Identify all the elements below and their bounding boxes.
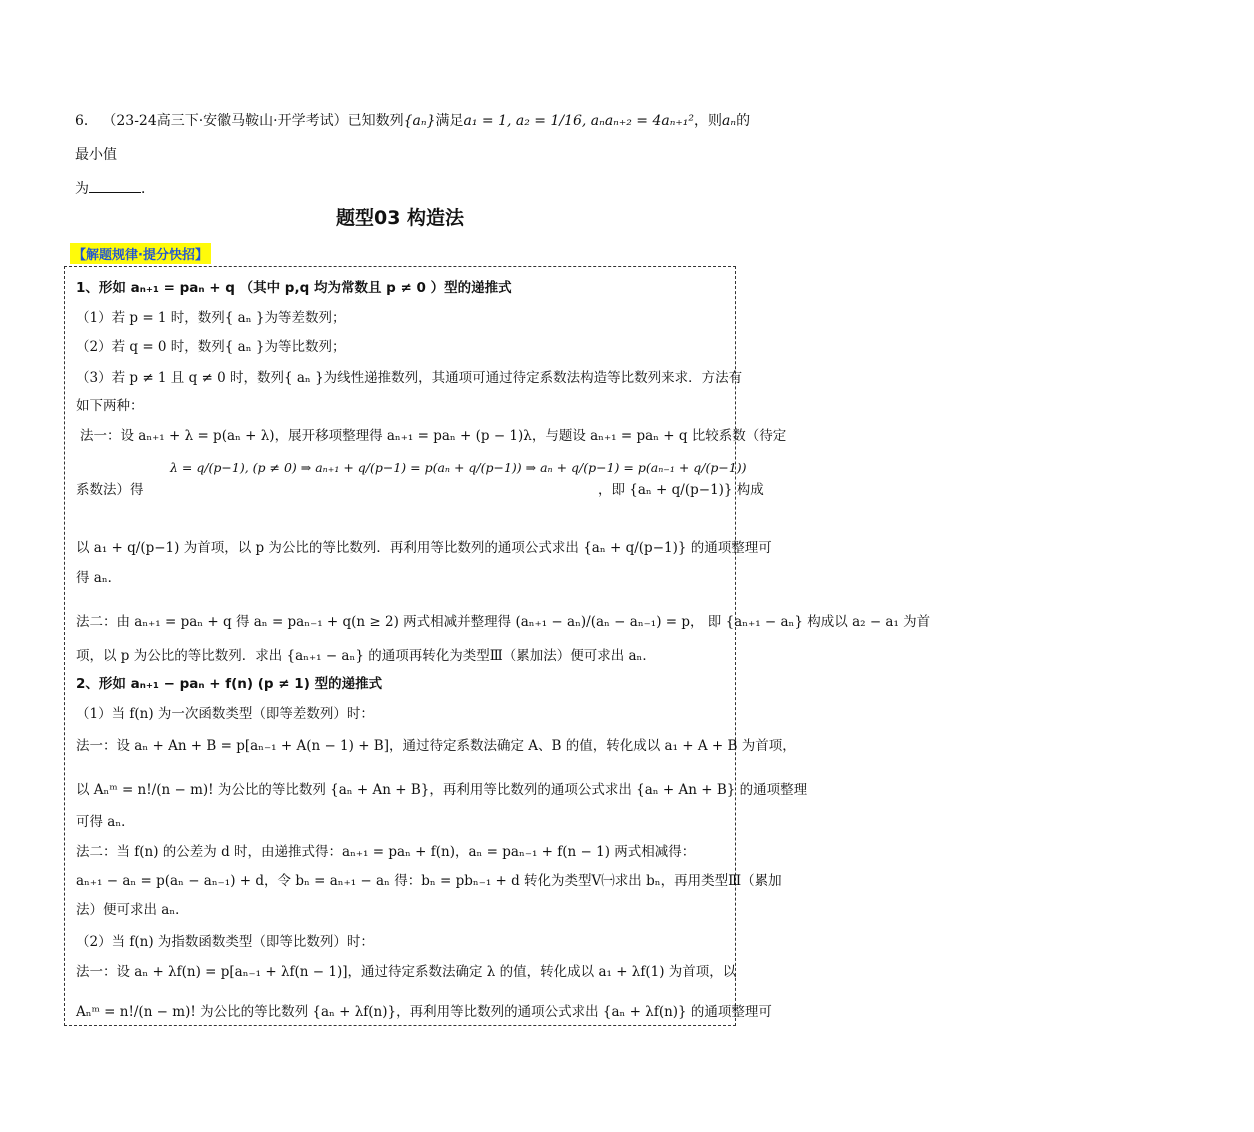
sequence: {aₙ} <box>403 113 436 129</box>
heading-1: 1、形如 aₙ₊₁ = paₙ + q （其中 p,q 均为常数且 p ≠ 0 ）型的递推式 <box>76 280 512 296</box>
text-line: 法）便可求出 aₙ． <box>76 902 189 918</box>
text-line: （1）若 p = 1 时，数列{ aₙ }为等差数列； <box>76 310 346 326</box>
problem-text: 满足 <box>435 113 464 129</box>
problem-text: ，则 <box>694 113 723 129</box>
condition-formula: a₁ = 1, a₂ = 1/16, aₙaₙ₊₂ = 4aₙ₊₁² <box>463 113 695 129</box>
text-line: 法一：设 aₙ + An + B = p[aₙ₋₁ + A(n − 1) + B]，通过待定系数法确定 A、B 的值，转化成以 a₁ + A + B 为首项， <box>76 738 796 754</box>
answer-blank[interactable] <box>89 178 141 193</box>
text-line: （2）若 q = 0 时，数列{ aₙ }为等比数列； <box>76 339 346 355</box>
section-title: 题型03 构造法 <box>335 207 465 229</box>
problem-text: ． <box>141 181 155 197</box>
text-line: ，即 {aₙ + q/(p−1)} 构成 <box>598 482 764 498</box>
text-line: Aₙᵐ = n!/(n − m)! 为公比的等比数列 {aₙ + λf(n)}，再利用等比数列的通项公式求出 {aₙ + λf(n)} 的通项整理可 <box>76 1004 772 1020</box>
text-line: 以 Aₙᵐ = n!/(n − m)! 为公比的等比数列 {aₙ + An + B}，再利用等比数列的通项公式求出 {aₙ + An + B} 的通项整理 <box>76 782 808 798</box>
text-line: 项，以 p 为公比的等比数列．求出 {aₙ₊₁ − aₙ} 的通项再转化为类型Ⅲ（累加法）便可求出 aₙ． <box>76 648 656 664</box>
text-line: 系数法）得 <box>76 482 144 498</box>
text-line: 得 aₙ． <box>76 570 122 586</box>
formula-line: λ = q/(p−1), (p ≠ 0) ⇒ aₙ₊₁ + q/(p−1) = p(aₙ + q/(p−1)) ⇒ aₙ + q/(p−1) = p(aₙ₋₁ + q/(p−1)) <box>170 460 747 475</box>
text-line: 可得 aₙ． <box>76 814 135 830</box>
text-line: 法一：设 aₙ₊₁ + λ = p(aₙ + λ)，展开移项整理得 aₙ₊₁ = paₙ + (p − 1)λ，与题设 aₙ₊₁ = paₙ + q 比较系数（待定 <box>80 428 787 444</box>
text-line: （3）若 p ≠ 1 且 q ≠ 0 时，数列{ aₙ }为线性递推数列，其通项可通过待定系数法构造等比数列来求．方法有 <box>76 370 743 386</box>
text-line: 法一：设 aₙ + λf(n) = p[aₙ₋₁ + λf(n − 1)]，通过待定系数法确定 λ 的值，转化成以 a₁ + λf(1) 为首项，以 <box>76 964 737 980</box>
an-symbol: aₙ <box>722 113 737 129</box>
text-line: 法二：由 aₙ₊₁ = paₙ + q 得 aₙ = paₙ₋₁ + q(n ≥ 2) 两式相减并整理得 (aₙ₊₁ − aₙ)/(aₙ − aₙ₋₁) = p， 即 {aₙ₊₁ − aₙ} 构成以 a₂ − a₁ 为首 <box>76 614 931 630</box>
problem-number: 6． <box>75 113 98 129</box>
problem-text: 为 <box>75 181 89 197</box>
text-line: 法二：当 f(n) 的公差为 d 时，由递推式得：aₙ₊₁ = paₙ + f(n)，aₙ = paₙ₋₁ + f(n − 1) 两式相减得： <box>76 844 696 860</box>
tip-tag: 【解题规律·提分快招】 <box>70 243 211 264</box>
text-line: （2）当 f(n) 为指数函数类型（即等比数列）时： <box>76 934 374 950</box>
problem-source: （23-24高三下·安徽马鞍山·开学考试） <box>102 113 348 129</box>
text-line: （1）当 f(n) 为一次函数类型（即等差数列）时： <box>76 706 374 722</box>
problem-text: 已知数列 <box>347 113 404 129</box>
problem-text: 的最小值 <box>75 113 751 163</box>
text-line: 如下两种： <box>76 398 144 414</box>
heading-2: 2、形如 aₙ₊₁ − paₙ + f(n) (p ≠ 1) 型的递推式 <box>76 676 383 692</box>
text-line: 以 a₁ + q/(p−1) 为首项，以 p 为公比的等比数列．再利用等比数列的通项公式求出 {aₙ + q/(p−1)} 的通项整理可 <box>76 540 772 556</box>
problem-6 <box>75 104 755 206</box>
text-line: aₙ₊₁ − aₙ = p(aₙ − aₙ₋₁) + d，令 bₙ = aₙ₊₁ − aₙ 得：bₙ = pbₙ₋₁ + d 转化为类型Ⅴ㈠求出 bₙ，再用类型Ⅲ（累加 <box>76 873 782 889</box>
